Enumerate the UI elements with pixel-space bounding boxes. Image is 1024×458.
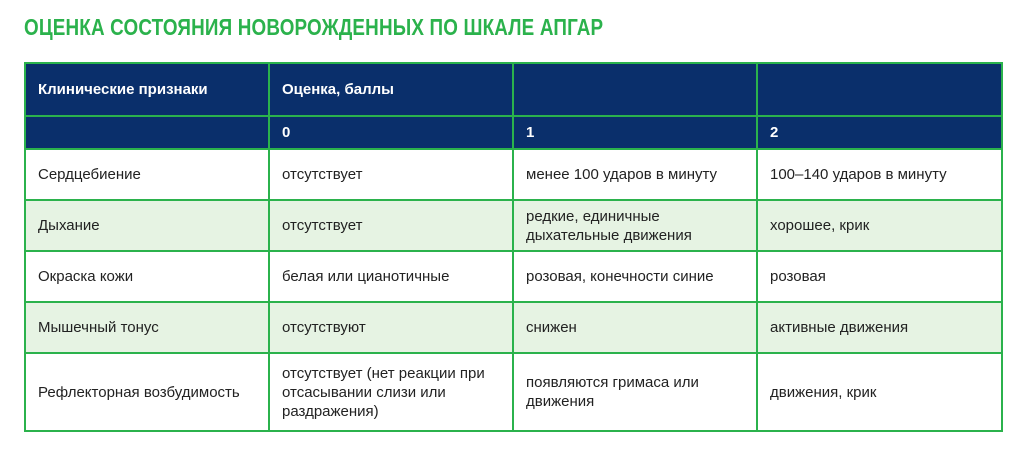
- table-row: [25, 251, 1002, 302]
- header-cell-empty: [513, 63, 757, 116]
- header-cell-empty: [25, 116, 269, 149]
- table-row: [25, 149, 1002, 200]
- table-cell-score-1: редкие, единичные дыхательные движения: [513, 200, 757, 251]
- header-cell-empty: [757, 63, 1002, 116]
- table-cell-score-0: отсутствует: [269, 149, 513, 200]
- page-title: ОЦЕНКА СОСТОЯНИЯ НОВОРОЖДЕННЫХ ПО ШКАЛЕ АПГАР: [24, 14, 604, 40]
- table-cell-score-1: снижен: [513, 302, 757, 353]
- table-cell-score-2: розовая: [757, 251, 1002, 302]
- table-cell-score-2: активные движения: [757, 302, 1002, 353]
- table-cell-sign: Рефлекторная возбудимость: [25, 353, 269, 431]
- table-row: [25, 353, 1002, 431]
- table-cell-score-1: менее 100 ударов в минуту: [513, 149, 757, 200]
- table-row: [25, 200, 1002, 251]
- table-cell-score-0: отсутствуют: [269, 302, 513, 353]
- header-cell-clinical-signs: Клинические признаки: [25, 63, 269, 116]
- table-cell-score-0: отсутствует: [269, 200, 513, 251]
- header-cell-score-0: 0: [269, 116, 513, 149]
- table-cell-score-2: 100–140 ударов в минуту: [757, 149, 1002, 200]
- table-cell-sign: Сердцебиение: [25, 149, 269, 200]
- table-row: [25, 302, 1002, 353]
- table-cell-sign: Дыхание: [25, 200, 269, 251]
- header-row-2: [25, 116, 1002, 149]
- header-cell-score-2: 2: [757, 116, 1002, 149]
- table-cell-sign: Окраска кожи: [25, 251, 269, 302]
- table-cell-score-2: движения, крик: [757, 353, 1002, 431]
- table-cell-score-1: розовая, конечности синие: [513, 251, 757, 302]
- table-cell-sign: Мышечный тонус: [25, 302, 269, 353]
- header-cell-score-points: Оценка, баллы: [269, 63, 513, 116]
- table-cell-score-2: хорошее, крик: [757, 200, 1002, 251]
- table-cell-score-0: отсутствует (нет реакции при отсасывании слизи или раздражения): [269, 353, 513, 431]
- header-cell-score-1: 1: [513, 116, 757, 149]
- table-cell-score-1: появляются гримаса или движения: [513, 353, 757, 431]
- table-cell-score-0: белая или цианотичные: [269, 251, 513, 302]
- header-row-1: [25, 63, 1002, 116]
- apgar-table: [24, 62, 1003, 432]
